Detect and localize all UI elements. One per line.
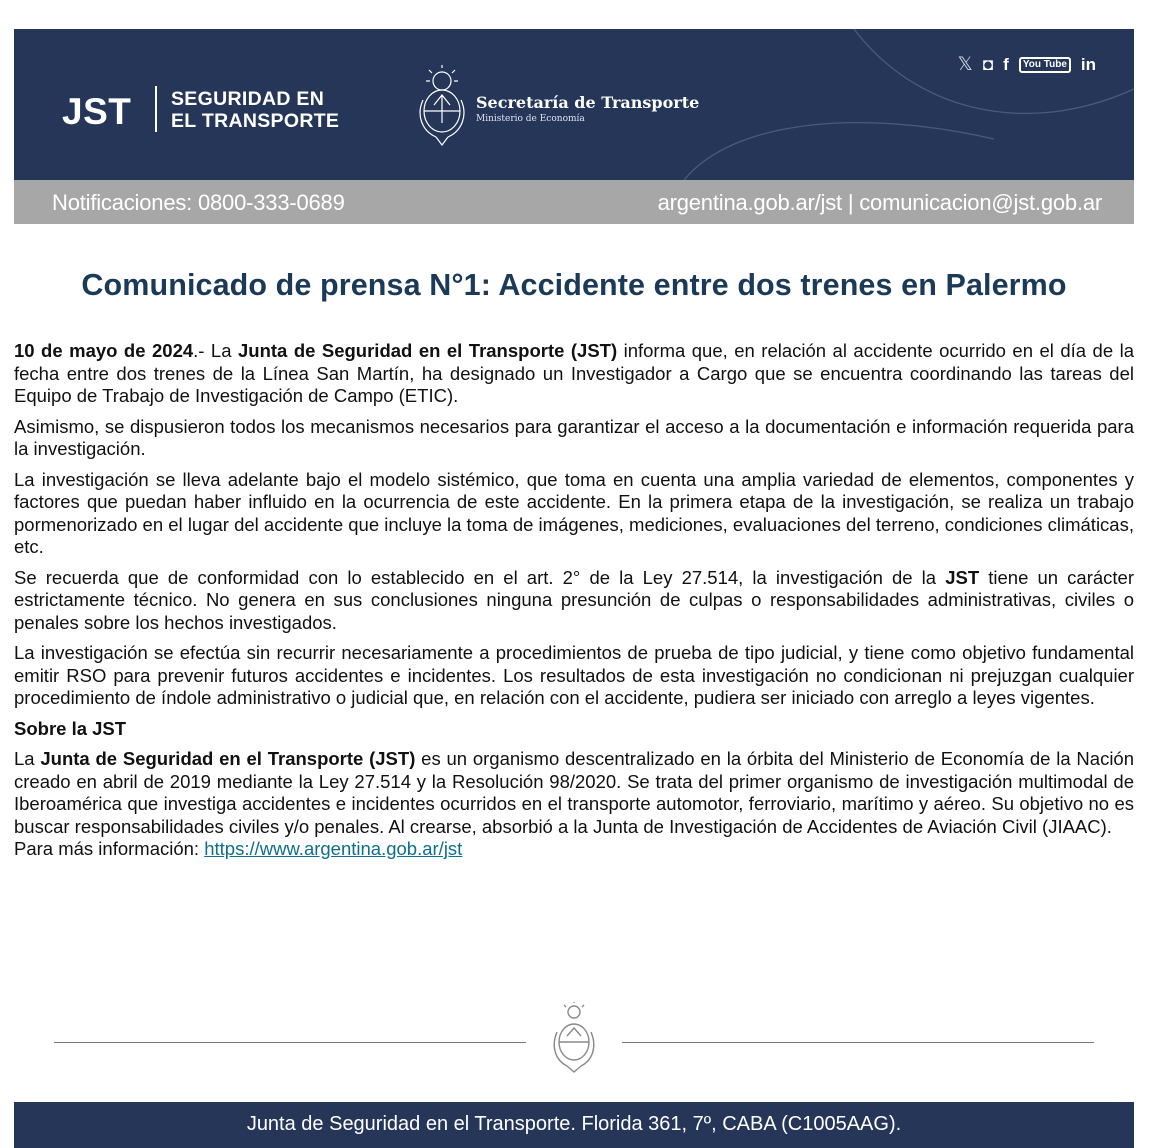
about-org-name: Junta de Seguridad en el Transporte (JST) [40,748,416,769]
release-date: 10 de mayo de 2024 [14,340,194,361]
press-release-title: Comunicado de prensa N°1: Accidente entre dos trenes en Palermo [81,268,1067,302]
contact-links: argentina.gob.ar/jst | comunicacion@jst.gob.ar [657,190,1102,215]
p4-text-c: tiene un carácter estrictamente técnico. No genera en sus conclusiones ninguna presunción de culpas o responsabilidades administrativas, civiles o penales sobre los hechos investigados. [14,566,1134,633]
paragraph-3: La investigación se lleva adelante bajo el modelo sistémico, que toma en cuenta una amplia variedad de elementos, componentes y factores que puedan haber influido en la ocurrencia de este accidente. En la primera etapa de la investigación, se realiza un trabajo pormenorizado en el lugar del accidente que incluye la toma de imágenes, mediciones, evaluaciones del terreno, condiciones climáticas, etc. [14,468,1134,557]
footer-rule-right [622,1042,1094,1043]
p1-separator: .- La [193,340,238,361]
footer-coat-of-arms-icon [549,1002,599,1079]
coat-of-arms-icon [416,65,468,154]
paragraph-2: Asimismo, se dispusieron todos los mecanismos necesarios para garantizar el acceso a la documentación e información requerida para la investigación. [14,415,1134,459]
more-info-link[interactable]: https://www.argentina.gob.ar/jst [204,838,463,859]
linkedin-icon[interactable]: in [1080,55,1096,74]
logo-subtitle-line1: SEGURIDAD EN [171,88,325,110]
contact-bar [14,180,1134,224]
more-info [14,838,1134,861]
footer-rule-left [54,1042,526,1043]
notificaciones-phone: Notificaciones: 0800-333-0689 [52,190,345,215]
secretaria-title: Secretaría de Transporte [476,93,700,112]
instagram-icon[interactable]: ◘ [982,55,994,74]
paragraph-4 [14,567,1134,635]
p1-text: informa que, en relación al accidente ocurrido en el día de la fecha entre dos trenes de la Línea San Martín, ha designado un Investigador a Cargo que se encuentra coordinando las tareas del Equipo de Trabajo de Investigación de Campo (ETIC). [14,340,1134,406]
press-release-body [14,340,1134,869]
header-banner [14,29,1134,180]
x-twitter-icon[interactable]: 𝕏 [957,54,973,75]
facebook-icon[interactable]: f [1003,55,1009,74]
youtube-icon[interactable]: You Tube [1019,57,1071,73]
paragraph-1 [14,340,1134,408]
org-name: Junta de Seguridad en el Transporte (JST) [238,340,618,361]
logo-subtitle [171,88,339,132]
about-text-c: es un organismo descentralizado en la órbita del Ministerio de Economía de la Nación creado en abril de 2019 mediante la Ley 27.514 y la Resolución 98/2020. Se trata del primer organismo de investigación multimodal de Iberoamérica que investiga accidentes e incidentes ocurridos en el transporte automotor, ferroviario, marítimo y aéreo. Su objetivo no es buscar responsabilidades civiles y/o penales. Al crearse, absorbió a la Junta de Investigación de Accidentes de Aviación Civil (JIAAC). [14,748,1135,837]
footer-address: Junta de Seguridad en el Transporte. Florida 361, 7º, CABA (C1005AAG). [14,1102,1134,1148]
p4-jst: JST [945,566,980,588]
paragraph-5: La investigación se efectúa sin recurrir necesariamente a procedimientos de prueba de tipo judicial, y tiene como objetivo fundamental emitir RSO para prevenir futuros accidentes e incidentes. Los resultados de esta investigación no condicionan ni prejuzgan cualquier procedimiento de índole administrativo o judicial que, en relación con el accidente, pudiera ser iniciado con arreglo a leyes vigentes. [14,642,1134,708]
more-info-label: Para más información: [14,838,205,859]
logo-subtitle-line2: EL TRANSPORTE [171,110,340,132]
logo-separator [155,86,157,132]
secretaria-subtitle: Ministerio de Economía [476,114,585,124]
p4-text-a: Se recuerda que de conformidad con lo establecido en el art. 2° de la Ley 27.514, la investigación de la [14,566,946,588]
jst-logo: JST [62,91,132,132]
about-paragraph [14,748,1134,838]
social-links [958,55,1096,75]
about-text-a: La [14,748,41,769]
about-heading: Sobre la JST [14,717,127,739]
